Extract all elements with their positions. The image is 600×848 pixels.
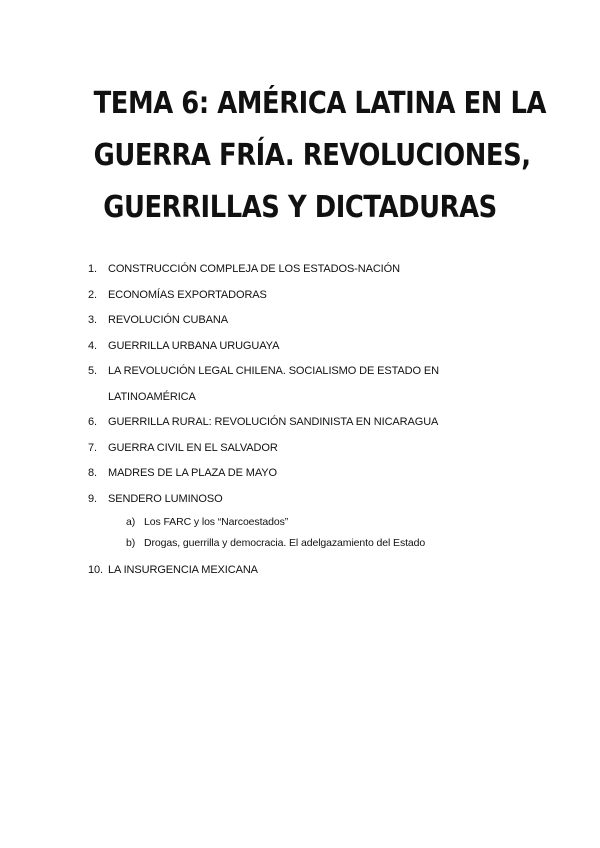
toc-text: MADRES DE LA PLAZA DE MAYO — [108, 467, 277, 479]
toc-item-2 — [88, 283, 558, 309]
toc-text-line-2: LATINOAMÉRICA — [108, 390, 196, 403]
toc-text: CONSTRUCCIÓN COMPLEJA DE LOS ESTADOS-NACIÓN — [108, 263, 400, 275]
toc-number: 5. — [88, 365, 97, 377]
table-of-contents — [88, 257, 558, 584]
title-line-2: GUERRA FRÍA. REVOLUCIONES, — [93, 138, 531, 173]
toc-number: 1. — [88, 263, 97, 275]
toc-item-9 — [88, 487, 558, 559]
toc-number: 2. — [88, 288, 97, 301]
toc-number: 10. — [88, 564, 103, 576]
toc-text: SENDERO LUMINOSO — [108, 492, 223, 505]
toc-text: REVOLUCIÓN CUBANA — [108, 314, 228, 326]
toc-number: 7. — [88, 441, 97, 454]
toc-item-10 — [88, 558, 558, 584]
title-line-3: GUERRILLAS Y DICTADURAS — [103, 190, 497, 225]
title-line-1: TEMA 6: AMÉRICA LATINA EN LA — [93, 86, 547, 121]
toc-item-4 — [88, 334, 558, 360]
toc-text-line-1: LA REVOLUCIÓN LEGAL CHILENA. SOCIALISMO DE ESTADO EN — [108, 365, 440, 377]
toc-text: GUERRILLA URBANA URUGUAYA — [108, 339, 280, 352]
toc-number: 9. — [88, 492, 97, 505]
toc-item-6 — [88, 410, 558, 436]
subitem-text: Los FARC y los “Narcoestados” — [144, 516, 289, 528]
toc-number: 3. — [88, 314, 97, 326]
toc-number: 4. — [88, 339, 97, 352]
subitem-letter: b) — [126, 537, 136, 549]
subitem-letter: a) — [126, 516, 136, 528]
page-title — [93, 78, 547, 234]
toc-text: GUERRA CIVIL EN EL SALVADOR — [108, 441, 278, 454]
toc-text: LA INSURGENCIA MEXICANA — [108, 564, 258, 576]
toc-item-5 — [88, 359, 558, 410]
toc-subitem-b — [108, 533, 558, 554]
toc-number: 8. — [88, 467, 97, 479]
toc-item-7 — [88, 436, 558, 462]
toc-text: GUERRILLA RURAL: REVOLUCIÓN SANDINISTA EN NICARAGUA — [108, 416, 439, 428]
toc-text: ECONOMÍAS EXPORTADORAS — [108, 288, 267, 301]
toc-subitems — [108, 512, 558, 558]
toc-item-1 — [88, 257, 558, 283]
toc-subitem-a — [108, 512, 558, 533]
toc-number: 6. — [88, 416, 97, 428]
subitem-text: Drogas, guerrilla y democracia. El adelgazamiento del Estado — [144, 537, 426, 549]
toc-item-8 — [88, 461, 558, 487]
toc-item-3 — [88, 308, 558, 334]
